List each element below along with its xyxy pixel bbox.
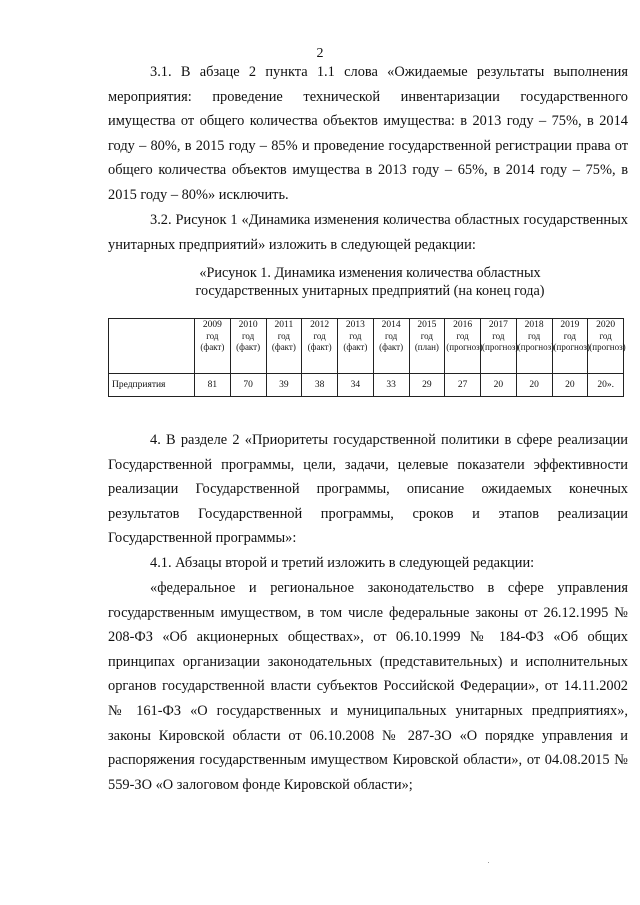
paragraph-4: 4. В разделе 2 «Приоритеты государственной политики в сфере реализации Государственной программы, цели, задачи, целевые показатели эффективности реализации Государственной программы, описание ожидаемых конечных результатов Государственной программы, сроков и этапов реализации Государственной программы»: xyxy=(108,432,628,547)
column-unit: год xyxy=(420,331,434,341)
table-cell: 34 xyxy=(338,374,374,397)
column-year: 2017 xyxy=(488,320,508,330)
column-header xyxy=(481,319,517,374)
column-header xyxy=(409,319,445,374)
table-cell: 39 xyxy=(266,374,302,397)
column-unit: год xyxy=(241,331,255,341)
table-cell: 20 xyxy=(516,374,552,397)
column-year: 2015 xyxy=(417,320,437,330)
paragraph-3-2: 3.2. Рисунок 1 «Динамика изменения количества областных государственных унитарных предприятий» изложить в следующей редакции: xyxy=(108,212,628,253)
column-unit: год xyxy=(456,331,469,341)
column-note: (факт) xyxy=(236,342,261,352)
column-note: (факт) xyxy=(271,342,296,352)
column-header xyxy=(302,319,338,374)
column-year: 2013 xyxy=(345,320,365,330)
column-header xyxy=(338,319,374,374)
column-unit: год xyxy=(527,331,541,341)
column-note: (прогноз) xyxy=(553,342,590,352)
column-header xyxy=(516,319,555,374)
scan-speck xyxy=(488,862,489,863)
page-number: 2 xyxy=(316,46,324,61)
column-header xyxy=(230,319,266,374)
column-note: (план) xyxy=(414,342,439,352)
table-cell: 38 xyxy=(302,374,338,397)
column-note: (факт) xyxy=(379,342,404,352)
column-unit: год xyxy=(277,331,291,341)
table-header-row xyxy=(109,319,624,374)
column-unit: год xyxy=(349,331,362,341)
column-note: (прогноз) xyxy=(446,342,483,352)
figure-caption: «Рисунок 1. Динамика изменения количества областных государственных унитарных предприятий (на конец года) xyxy=(195,265,545,299)
column-unit: год xyxy=(563,331,577,341)
column-header xyxy=(445,319,481,374)
table-cell: 33 xyxy=(373,374,409,397)
column-note: (факт) xyxy=(343,342,368,352)
table-cell: 20 xyxy=(552,374,588,397)
column-year: 2014 xyxy=(381,320,401,330)
paragraph-3-1: 3.1. В абзаце 2 пункта 1.1 слова «Ожидаемые результаты выполнения мероприятия: проведение технической инвентаризации государственного имущества от общего количества объектов имущества: в 2013 году – 75%, в 2014 году – 80%, в 2015 году – 85% и проведение государственной регистрации права от общего количества объектов имущества в 2013 году – 65%, в 2014 году – 75%, в 2015 году – 80%» исключить. xyxy=(108,64,628,203)
column-header xyxy=(266,319,302,374)
paragraph-4-1: 4.1. Абзацы второй и третий изложить в следующей редакции: xyxy=(150,555,535,571)
column-unit: год xyxy=(206,331,219,341)
column-year: 2018 xyxy=(524,320,544,330)
table-cell: 29 xyxy=(409,374,445,397)
dynamics-table xyxy=(108,318,624,397)
table-cell: 70 xyxy=(230,374,266,397)
table-corner-cell xyxy=(109,319,195,374)
column-unit: год xyxy=(492,331,505,341)
column-year: 2016 xyxy=(453,320,473,330)
column-year: 2020 xyxy=(596,320,616,330)
column-year: 2009 xyxy=(202,320,222,330)
column-note: (прогноз) xyxy=(482,342,519,352)
column-note: (факт) xyxy=(307,342,332,352)
column-unit: год xyxy=(384,331,398,341)
column-header xyxy=(588,319,624,374)
column-unit: год xyxy=(599,331,612,341)
column-note: (факт) xyxy=(200,342,225,352)
table-cell: 27 xyxy=(445,374,481,397)
column-year: 2012 xyxy=(310,320,330,330)
column-year: 2010 xyxy=(238,320,258,330)
table-row xyxy=(109,374,624,397)
column-header xyxy=(195,319,231,374)
column-note: (прогноз) xyxy=(517,342,555,352)
column-year: 2011 xyxy=(274,320,294,330)
column-header xyxy=(373,319,409,374)
column-year: 2019 xyxy=(560,320,580,330)
column-header xyxy=(552,319,588,374)
column-note: (прогноз) xyxy=(589,342,626,352)
column-unit: год xyxy=(313,331,326,341)
row-label-enterprises: Предприятия xyxy=(109,374,195,397)
table-cell: 20 xyxy=(481,374,517,397)
table-cell: 20». xyxy=(588,374,624,397)
paragraph-quote: «федеральное и региональное законодательство в сфере управления государственным имуществом, в том числе федеральные законы от 26.12.1995 № 208-ФЗ «Об акционерных обществах», от 06.10.1999 № 184-ФЗ «Об общих принципах организации законодательных (представительных) и исполнительных органов государственной власти субъектов Российской Федерации», от 14.11.2002 № 161-ФЗ «О государственных и муниципальных унитарных предприятиях», законы Кировской области от 06.10.2008 № 287-ЗО «О порядке управления и распоряжения государственным имуществом Кировской области», от 04.08.2015 № 559-ЗО «О залоговом фонде Кировской области»; xyxy=(108,580,628,793)
table-cell: 81 xyxy=(195,374,231,397)
